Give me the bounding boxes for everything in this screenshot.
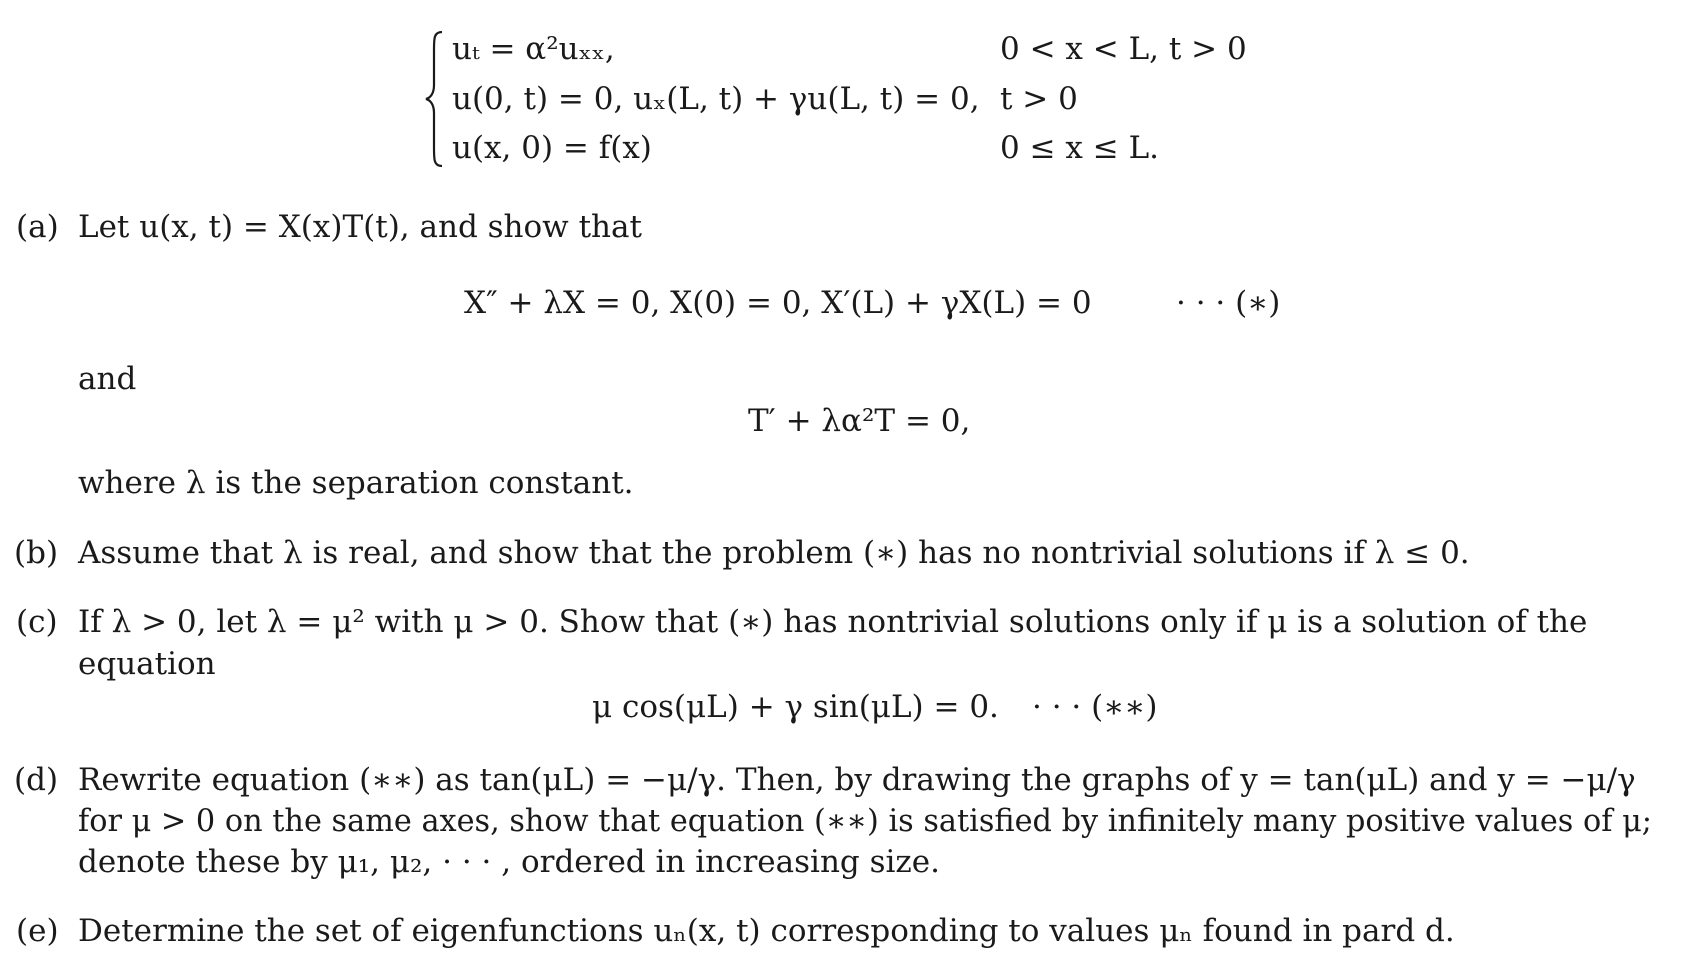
part-a-equation-T: T′ + λα²T = 0, bbox=[748, 403, 971, 439]
system-cond-3: 0 ≤ x ≤ L. bbox=[1000, 130, 1160, 166]
part-b-text: Assume that λ is real, and show that the problem (∗) has no nontrivial solutions if λ ≤ 0. bbox=[78, 535, 1470, 571]
part-d-line-2: for μ > 0 on the same axes, show that equation (∗∗) is satisfied by infinitely many positive values of μ; bbox=[78, 803, 1652, 839]
part-c-equation: μ cos(μL) + γ sin(μL) = 0. bbox=[592, 689, 999, 725]
part-a-text: Let u(x, t) = X(x)T(t), and show that bbox=[78, 209, 642, 245]
part-d-label: (d) bbox=[14, 762, 59, 798]
system-cond-2: t > 0 bbox=[1000, 81, 1078, 117]
part-e-label: (e) bbox=[16, 913, 59, 949]
part-a-where: where λ is the separation constant. bbox=[78, 465, 634, 501]
part-c-line-1: If λ > 0, let λ = μ² with μ > 0. Show that (∗) has nontrivial solutions only if μ is a solution of the bbox=[78, 604, 1588, 640]
part-d-line-1: Rewrite equation (∗∗) as tan(μL) = −μ/γ. Then, by drawing the graphs of y = tan(μL) and y = −μ/γ bbox=[78, 762, 1636, 798]
part-a-label: (a) bbox=[16, 209, 59, 245]
part-c-equation-tag: · · · (∗∗) bbox=[1032, 689, 1158, 725]
part-a-equation-star: X″ + λX = 0, X(0) = 0, X′(L) + γX(L) = 0 bbox=[464, 285, 1092, 321]
part-d-line-3: denote these by μ₁, μ₂, · · · , ordered in increasing size. bbox=[78, 844, 940, 880]
part-a-equation-tag: · · · (∗) bbox=[1176, 285, 1281, 321]
left-brace bbox=[424, 30, 444, 168]
part-b-label: (b) bbox=[14, 535, 59, 571]
system-eq-1: uₜ = α²uₓₓ, bbox=[452, 31, 615, 67]
part-c-label: (c) bbox=[16, 604, 58, 640]
part-c-line-2: equation bbox=[78, 646, 216, 682]
part-e-text: Determine the set of eigenfunctions uₙ(x, t) corresponding to values μₙ found in pard d. bbox=[78, 913, 1455, 949]
system-eq-2: u(0, t) = 0, uₓ(L, t) + γu(L, t) = 0, bbox=[452, 81, 980, 117]
system-eq-3: u(x, 0) = f(x) bbox=[452, 130, 652, 166]
system-cond-1: 0 < x < L, t > 0 bbox=[1000, 31, 1247, 67]
part-a-and: and bbox=[78, 361, 137, 397]
